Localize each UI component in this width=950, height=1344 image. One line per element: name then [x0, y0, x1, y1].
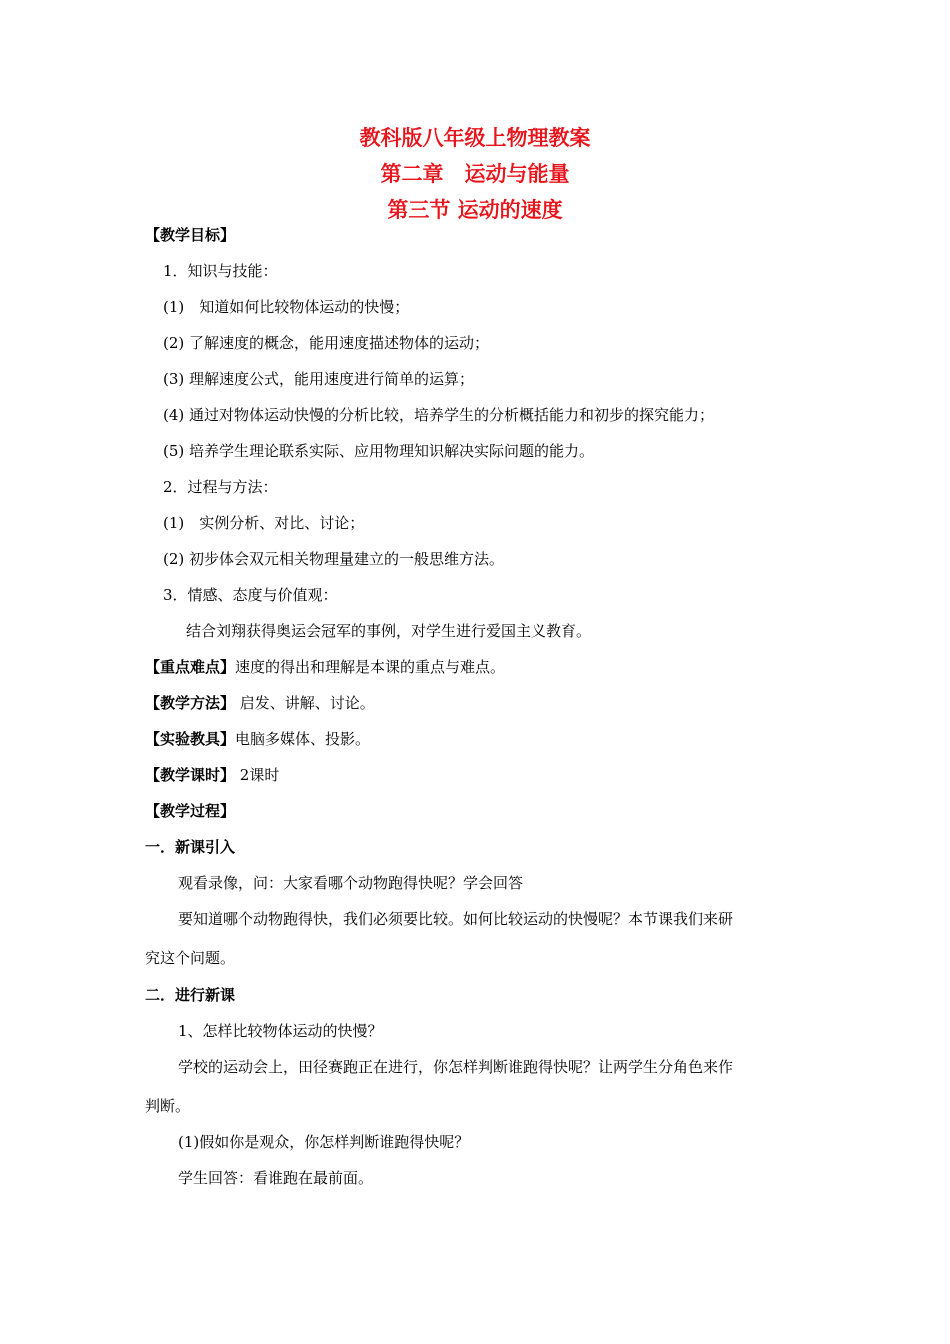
- hours-text: 2课时: [235, 766, 280, 784]
- equipment-label: 【实验教具】: [145, 730, 236, 748]
- method-text: 启发、讲解、讨论。: [235, 694, 375, 712]
- process-method-heading: 2．过程与方法：: [163, 478, 278, 496]
- process-item: (2) 初步体会双元相关物理量建立的一般思维方法。: [163, 550, 505, 568]
- knowledge-item: (1) 知道如何比较物体运动的快慢；: [163, 298, 410, 316]
- key-points-label: 【重点难点】: [145, 658, 236, 676]
- key-points-text: 速度的得出和理解是本课的重点与难点。: [235, 658, 506, 676]
- hours-row: [145, 764, 279, 786]
- part2-answer: 学生回答：看谁跑在最前面。: [178, 1169, 374, 1187]
- part1-heading: 一．新课引入: [145, 838, 236, 856]
- objectives-heading: 【教学目标】: [145, 226, 236, 244]
- equipment-row: [145, 728, 370, 750]
- method-label: 【教学方法】: [145, 694, 236, 712]
- part2-question: 1、怎样比较物体运动的快慢？: [178, 1022, 383, 1040]
- method-row: [145, 692, 375, 714]
- hours-label: 【教学课时】: [145, 766, 236, 784]
- part2-paragraph: 学校的运动会上，田径赛跑正在进行，你怎样判断谁跑得快呢？让两学生分角色来作: [178, 1058, 734, 1076]
- knowledge-item: (5) 培养学生理论联系实际、应用物理知识解决实际问题的能力。: [163, 442, 595, 460]
- part1-paragraph: 究这个问题。: [145, 949, 236, 967]
- teaching-process-heading: 【教学过程】: [145, 802, 236, 820]
- part1-paragraph: 观看录像，问：大家看哪个动物跑得快呢？学会回答: [178, 874, 524, 892]
- part2-subquestion: (1)假如你是观众，你怎样判断谁跑得快呢？: [178, 1133, 470, 1151]
- chapter-title: 第二章 运动与能量: [380, 162, 570, 186]
- emotion-text: 结合刘翔获得奥运会冠军的事例，对学生进行爱国主义教育。: [186, 622, 592, 640]
- process-item: (1) 实例分析、对比、讨论；: [163, 514, 365, 532]
- part1-paragraph: 要知道哪个动物跑得快，我们必须要比较。如何比较运动的快慢呢？本节课我们来研: [178, 910, 734, 928]
- knowledge-heading: 1．知识与技能：: [163, 262, 278, 280]
- emotion-heading: 3．情感、态度与价值观：: [163, 586, 338, 604]
- key-points-row: [145, 656, 505, 678]
- equipment-text: 电脑多媒体、投影。: [235, 730, 371, 748]
- knowledge-item: (2) 了解速度的概念，能用速度描述物体的运动；: [163, 334, 490, 352]
- knowledge-item: (4) 通过对物体运动快慢的分析比较，培养学生的分析概括能力和初步的探究能力；: [163, 406, 715, 424]
- document-title: 教科版八年级上物理教案: [359, 126, 591, 150]
- part2-heading: 二．进行新课: [145, 986, 236, 1004]
- section-title: 第三节 运动的速度: [387, 198, 563, 222]
- knowledge-item: (3) 理解速度公式，能用速度进行简单的运算；: [163, 370, 475, 388]
- part2-paragraph: 判断。: [145, 1097, 191, 1115]
